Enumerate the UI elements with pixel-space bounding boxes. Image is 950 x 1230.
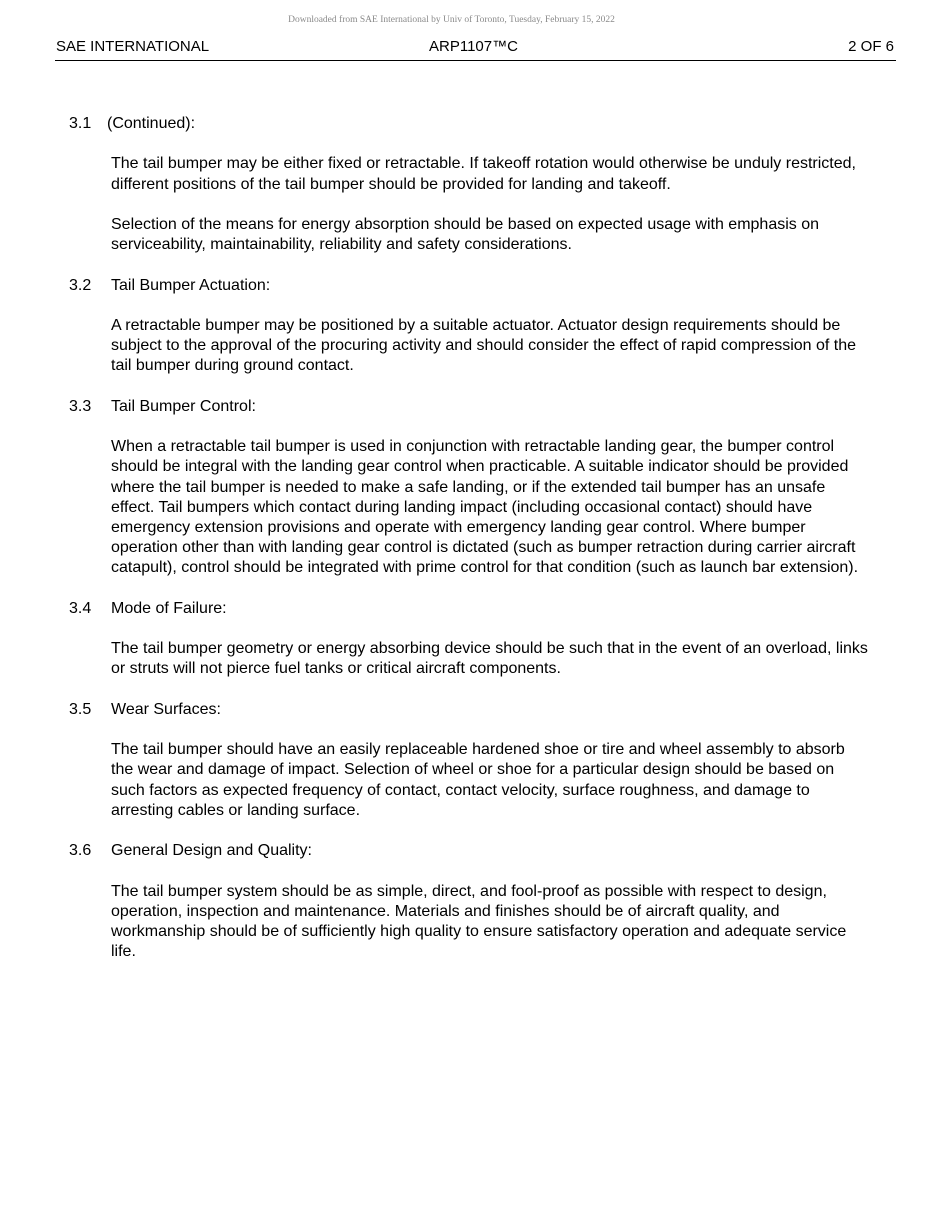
section-title: Tail Bumper Control:	[111, 397, 256, 415]
page-header	[55, 38, 896, 61]
section-number: 3.6	[69, 842, 92, 860]
paragraph: A retractable bumper may be positioned by a suitable actuator. Actuator design requirements should be subject to the approval of the procuring activity and should consider the effect of rapid compression of the tail bumper during ground contact.	[111, 316, 857, 375]
section-3-2-heading	[69, 276, 869, 296]
section-title: (Continued):	[107, 115, 196, 132]
page-number: 2 OF 6	[848, 38, 894, 55]
section-number: 3.2	[69, 276, 92, 294]
paragraph: Selection of the means for energy absorption should be based on expected usage with emphasis on serviceability, maintainability, reliability and safety considerations.	[111, 215, 820, 254]
paragraph: The tail bumper may be either fixed or retractable. If takeoff rotation would otherwise be unduly restricted, different positions of the tail bumper should be provided for landing and takeoff.	[111, 155, 856, 193]
section-title: Wear Surfaces:	[111, 700, 221, 718]
paragraph: When a retractable tail bumper is used in conjunction with retractable landing gear, the bumper control should be integral with the landing gear control when practicable. A suitable indicator should be provided where the tail bumper is needed to make a safe landing, or if the extended tail bumper has an unsafe effect. Tail bumpers which contact during landing impact (including occasional contact) should have emergency extension provisions and operate with emergency landing gear control. Where bumper operation other than with landing gear control is dictated (such as bumper retraction during carrier aircraft catapult), control should be integrated with prime control for that condition (such as launch bar extension).	[111, 438, 859, 577]
section-3-3-heading	[69, 397, 869, 417]
paragraph: The tail bumper geometry or energy absorbing device should be such that in the event of an overload, links or struts will not pierce fuel tanks or critical aircraft components.	[111, 640, 868, 678]
section-number: 3.1	[69, 115, 92, 132]
section-number: 3.4	[69, 599, 92, 617]
section-3-6-heading	[69, 841, 869, 861]
section-number: 3.5	[69, 700, 92, 718]
section-3-5-heading	[69, 700, 869, 720]
section-title: General Design and Quality:	[111, 842, 312, 860]
document-id: ARP1107™C	[429, 38, 518, 55]
paragraph: The tail bumper system should be as simple, direct, and fool-proof as possible with respect to design, operation, inspection and maintenance. Materials and finishes should be of aircraft quality, and workmanship should be of sufficiently high quality to ensure satisfactory operation and adequate service life.	[111, 882, 847, 961]
paragraph: The tail bumper should have an easily replaceable hardened shoe or tire and wheel assembly to absorb the wear and damage of impact. Selection of wheel or shoe for a particular design should be based on such factors as expected frequency of contact, contact velocity, surface roughness, and damage to arresting cables or landing surface.	[111, 741, 845, 819]
organization-name: SAE INTERNATIONAL	[56, 38, 210, 55]
section-number: 3.3	[69, 397, 92, 415]
section-3-4-heading	[69, 599, 869, 619]
download-watermark: Downloaded from SAE International by Univ of Toronto, Tuesday, February 15, 2022	[288, 15, 615, 25]
section-title: Mode of Failure:	[111, 599, 227, 617]
document-body	[69, 114, 869, 962]
section-3-1-heading	[69, 114, 869, 134]
section-title: Tail Bumper Actuation:	[111, 276, 271, 294]
